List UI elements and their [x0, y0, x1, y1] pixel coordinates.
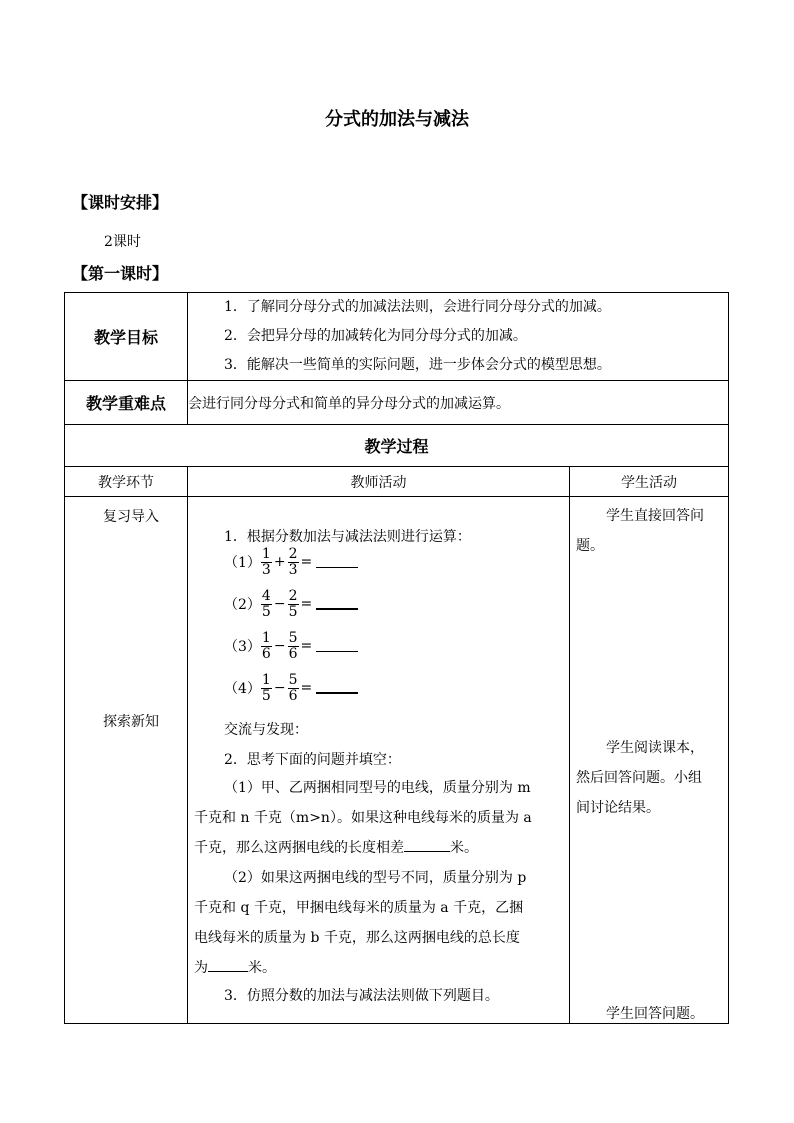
schedule-value: 2课时 [104, 234, 141, 250]
process-body-row [65, 497, 729, 1024]
process-title-row [65, 425, 729, 467]
lesson-plan-table [64, 292, 729, 1024]
process-title: 教学过程 [65, 425, 729, 467]
question-1: 1．根据分数加法与减法法则进行运算： [224, 529, 471, 545]
discuss-label: 交流与发现： [224, 722, 308, 738]
first-lesson-heading: 【第一课时】 [72, 264, 169, 283]
key-points-text: 会进行同分母分式和简单的异分母分式的加减运算。 [188, 381, 729, 425]
col-stage-header: 教学环节 [65, 467, 188, 497]
exercise-4: （4） $\frac{1}{5}$ − $\frac{5}{6}$ = [224, 670, 358, 706]
answer-blank [316, 598, 358, 610]
question-2-part-1: （1）甲、乙两捆相同型号的电线，质量分别为 m 千克和 n 千克（m>n）。如果这种电线每米的质量为 a 千克，那么这两捆电线的长度相差 米。 [194, 780, 532, 856]
answer-blank [208, 957, 248, 972]
exercise-3: （3） $\frac{1}{6}$ − $\frac{5}{6}$ = [224, 628, 358, 664]
fraction: $\frac{4}{5}$ [261, 587, 271, 620]
student-activity-1: 学生直接回答问 题。 [576, 508, 704, 554]
col-student-header: 学生活动 [570, 467, 729, 497]
question-3: 3．仿照分数的加法与减法法则做下列题目。 [224, 988, 499, 1004]
exercise-list [224, 544, 358, 706]
key-points-label: 教学重难点 [65, 381, 188, 425]
answer-blank [404, 837, 450, 852]
stage-explore: 探索新知 [103, 714, 159, 730]
objectives-list [188, 293, 729, 381]
student-activity-3: 学生回答问题。 [606, 1006, 704, 1022]
question-2: 2．思考下面的问题并填空： [224, 752, 401, 768]
stage-cell [65, 497, 188, 1024]
schedule-heading: 【课时安排】 [72, 193, 169, 212]
fraction: $\frac{2}{5}$ [288, 587, 298, 620]
objective-item: 3．能解决一些简单的实际问题，进一步体会分式的模型思想。 [224, 357, 611, 373]
student-cell [570, 497, 729, 1024]
answer-blank [316, 682, 358, 694]
fraction: $\frac{1}{6}$ [261, 629, 271, 662]
objectives-row [65, 293, 729, 381]
question-2-part-2: （2）如果这两捆电线的型号不同，质量分别为 p 千克和 q 千克，甲捆电线每米的质量为 a 千克，乙捆 电线每米的质量为 b 千克，那么这两捆电线的总长度 为 米。 [194, 870, 527, 976]
fraction: $\frac{2}{3}$ [288, 545, 298, 578]
objective-item: 1．了解同分母分式的加减法法则，会进行同分母分式的加减。 [224, 299, 611, 315]
key-points-row [65, 381, 729, 425]
stage-review: 复习导入 [103, 509, 159, 525]
exercise-1: （1） $\frac{1}{3}$ + $\frac{2}{3}$ = [224, 544, 358, 580]
answer-blank [316, 641, 358, 652]
process-header-row [65, 467, 729, 497]
answer-blank [316, 557, 358, 568]
fraction: $\frac{5}{6}$ [288, 629, 298, 662]
fraction: $\frac{1}{5}$ [261, 671, 271, 704]
col-teacher-header: 教师活动 [188, 467, 570, 497]
teacher-cell [188, 497, 570, 1024]
exercise-2: （2） $\frac{4}{5}$ − $\frac{2}{5}$ = [224, 586, 358, 622]
page-title: 分式的加法与减法 [325, 109, 469, 130]
objectives-label: 教学目标 [65, 293, 188, 381]
student-activity-2: 学生阅读课本， 然后回答问题。小组 间讨论结果。 [576, 740, 704, 816]
fraction: $\frac{5}{6}$ [288, 671, 298, 704]
fraction: $\frac{1}{3}$ [261, 545, 271, 578]
objective-item: 2．会把异分母的加减转化为同分母分式的加减。 [224, 328, 527, 344]
